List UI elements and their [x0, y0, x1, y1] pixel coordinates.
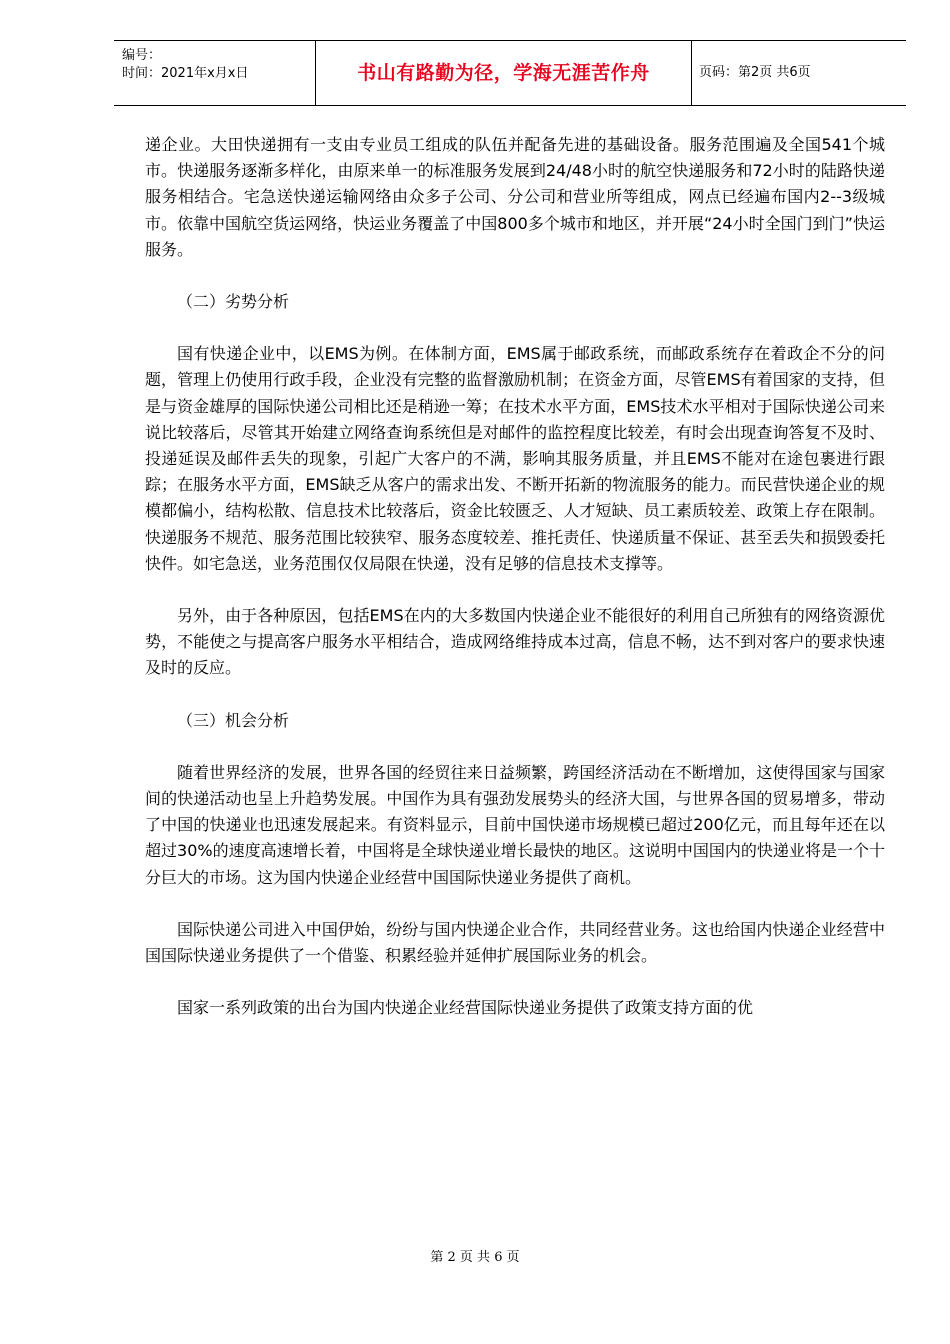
paragraph-continued: 递企业。大田快递拥有一支由专业员工组成的队伍并配备先进的基础设备。服务范围遍及全国541个城市。快递服务逐渐多样化，由原来单一的标准服务发展到24/48小时的航空快递服务和72小时的陆路快递服务相结合。宅急送快递运输网络由众多子公司、分公司和营业所等组成，网点已经遍布国内2--3级城市。依靠中国航空货运网络，快运业务覆盖了中国800多个城市和地区，并开展“24小时全国门到门”快运服务。	[145, 135, 885, 259]
section-heading-weaknesses: （二）劣势分析	[177, 292, 290, 312]
header-meta-cell	[114, 41, 316, 105]
section-heading-opportunities: （三）机会分析	[177, 710, 290, 730]
paragraph-weaknesses: 国有快递企业中，以EMS为例。在体制方面，EMS属于邮政系统，而邮政系统存在着政企不分的问题，管理上仍使用行政手段，企业没有完整的监督激励机制；在资金方面，尽管EMS有着国家的支持，但是与资金雄厚的国际快递公司相比还是稍逊一筹；在技术水平方面，EMS技术水平相对于国际快递公司来说比较落后，尽管其开始建立网络查询系统但是对邮件的监控程度比较差，有时会出现查询答复不及时、投递延误及邮件丢失的现象，引起广大客户的不满，影响其服务质量，并且EMS不能对在途包裹进行跟踪；在服务水平方面，EMS缺乏从客户的需求出发、不断开拓新的物流服务的能力。而民营快递企业的规模都偏小，结构松散、信息技术比较落后，资金比较匮乏、人才短缺、员工素质较差、政策上存在限制。快递服务不规范、服务范围比较狭窄、服务态度较差、推托责任、快递质量不保证、甚至丢失和损毁委托快件。如宅急送，业务范围仅仅局限在快递，没有足够的信息技术支撑等。	[145, 344, 885, 573]
header-page-number: 页码：第2页 共6页	[699, 65, 811, 80]
paragraph-additional: 另外，由于各种原因，包括EMS在内的大多数国内快递企业不能很好的利用自己所独有的网络资源优势，不能使之与提高客户服务水平相结合，造成网络维持成本过高，信息不畅，达不到对客户的要求快速及时的反应。	[145, 606, 885, 678]
paragraph-spacer	[145, 263, 885, 289]
paragraph-spacer	[145, 315, 885, 341]
document-body	[145, 132, 885, 1021]
header-motto: 书山有路勤为径，学海无涯苦作舟	[316, 41, 692, 105]
page-header	[114, 40, 906, 106]
paragraph-spacer	[145, 734, 885, 760]
paragraph-spacer	[145, 577, 885, 603]
page-footer: 第 2 页 共 6 页	[430, 1250, 520, 1265]
paragraph-opportunities: 随着世界经济的发展，世界各国的经贸往来日益频繁，跨国经济活动在不断增加，这使得国家与国家间的快递活动也呈上升趋势发展。中国作为具有强劲发展势头的经济大国，与世界各国的贸易增多，带动了中国的快递业也迅速发展起来。有资料显示，目前中国快递市场规模已超过200亿元，而且每年还在以超过30%的速度高速增长着，中国将是全球快递业增长最快的地区。这说明中国国内的快递业将是一个十分巨大的市场。这为国内快递企业经营中国国际快递业务提供了商机。	[145, 762, 885, 887]
paragraph-spacer	[145, 969, 885, 995]
paragraph-international: 国际快递公司进入中国伊始，纷纷与国内快递企业合作，共同经营业务。这也给国内快递企业经营中国国际快递业务提供了一个借鉴、积累经验并延伸扩展国际业务的机会。	[145, 919, 885, 966]
document-number-label: 编号：	[122, 48, 162, 63]
paragraph-policy: 国家一系列政策的出台为国内快递企业经营国际快递业务提供了政策支持方面的优	[177, 998, 754, 1018]
paragraph-spacer	[145, 682, 885, 708]
document-time-label: 时间：2021年x月x日	[122, 66, 249, 81]
paragraph-spacer	[145, 891, 885, 917]
